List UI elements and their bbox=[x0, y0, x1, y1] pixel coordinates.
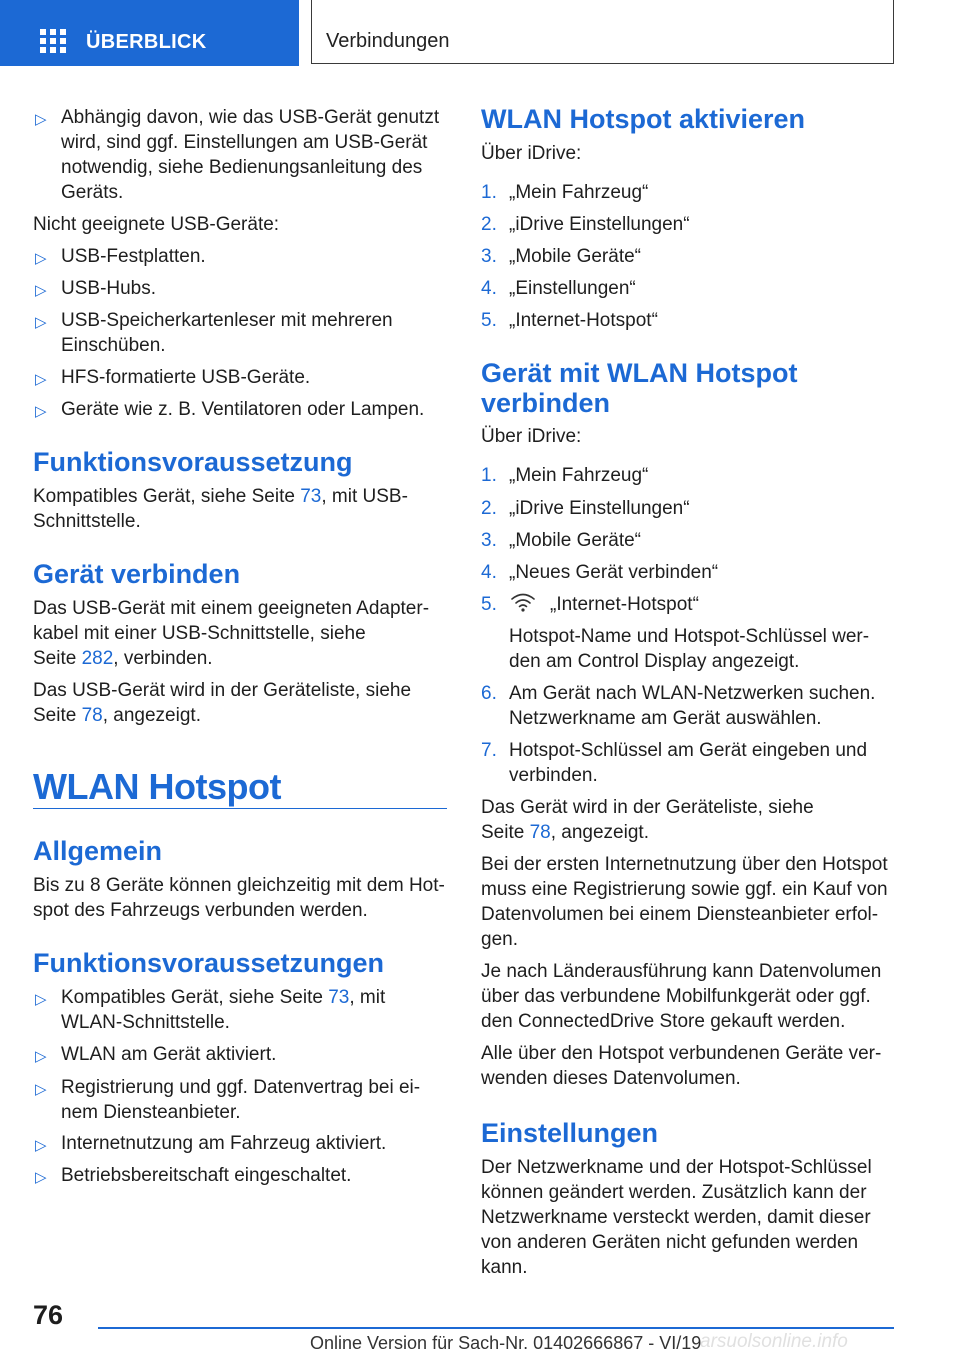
list-item: HFS-formatierte USB-Geräte. bbox=[61, 367, 311, 388]
bullet-icon: ▷ bbox=[35, 111, 47, 128]
watermark: arsuolsonline.info bbox=[700, 1331, 848, 1352]
step-number: 2. bbox=[481, 214, 497, 235]
paragraph: Je nach Länderausführung kann Datenvolumen bbox=[481, 961, 882, 982]
step-text: „Mobile Geräte“ bbox=[509, 246, 641, 267]
paragraph: gen. bbox=[481, 929, 518, 950]
step-note: Hotspot-Name und Hotspot-Schlüssel wer- bbox=[509, 626, 870, 647]
paragraph: den ConnectedDrive Store gekauft werden. bbox=[481, 1011, 846, 1032]
bullet-icon: ▷ bbox=[35, 282, 47, 299]
intro-line-3: notwendig, siehe Bedienungsanleitung des bbox=[61, 157, 423, 178]
paragraph: kabel mit einer USB-Schnittstelle, siehe bbox=[33, 623, 366, 644]
step-text: Am Gerät nach WLAN-Netzwerken suchen. bbox=[509, 683, 876, 704]
paragraph: spot des Fahrzeugs verbunden werden. bbox=[33, 900, 368, 921]
step-number: 1. bbox=[481, 465, 497, 486]
paragraph: Schnittstelle. bbox=[33, 511, 141, 532]
paragraph: Das Gerät wird in der Geräteliste, siehe bbox=[481, 797, 814, 818]
unsuitable-heading: Nicht geeignete USB-Geräte: bbox=[33, 214, 280, 235]
paragraph: über das verbundene Mobilfunkgerät oder ggf. bbox=[481, 986, 871, 1007]
section-heading: Gerät verbinden bbox=[33, 559, 241, 589]
page-link[interactable]: 78 bbox=[81, 705, 103, 726]
step-note: den am Control Display angezeigt. bbox=[509, 651, 800, 672]
list-item: WLAN am Gerät aktiviert. bbox=[61, 1044, 277, 1065]
bullet-icon: ▷ bbox=[35, 403, 47, 420]
list-item: USB-Hubs. bbox=[61, 278, 157, 299]
step-text: „iDrive Einstellungen“ bbox=[509, 498, 690, 519]
paragraph: Kompatibles Gerät, siehe Seite 73, mit USB- bbox=[33, 486, 408, 507]
chapter-heading: WLAN Hotspot bbox=[33, 766, 281, 807]
section-heading: Allgemein bbox=[33, 836, 163, 866]
step-text: „Einstellungen“ bbox=[509, 278, 636, 299]
paragraph: muss eine Registrierung sowie ggf. ein Kauf von bbox=[481, 879, 888, 900]
paragraph: Das USB-Gerät mit einem geeigneten Adapter- bbox=[33, 598, 430, 619]
step-number: 3. bbox=[481, 530, 497, 551]
step-number: 5. bbox=[481, 310, 497, 331]
paragraph: können geändert werden. Zusätzlich kann der bbox=[481, 1182, 867, 1203]
paragraph: Bis zu 8 Geräte können gleichzeitig mit dem Hot- bbox=[33, 875, 445, 896]
top-navigation bbox=[0, 0, 960, 66]
paragraph: Netzwerkname versteckt werden, damit dieser bbox=[481, 1207, 871, 1228]
intro-line-1: Abhängig davon, wie das USB-Gerät genutzt bbox=[61, 107, 440, 128]
list-item: Einschüben. bbox=[61, 335, 166, 356]
bullet-icon: ▷ bbox=[35, 991, 47, 1008]
bullet-icon: ▷ bbox=[35, 1137, 47, 1154]
step-text: Hotspot-Schlüssel am Gerät eingeben und bbox=[509, 740, 868, 761]
step-text: Netzwerkname am Gerät auswählen. bbox=[509, 708, 822, 729]
step-text: „Mein Fahrzeug“ bbox=[509, 182, 649, 203]
step-text: „Mobile Geräte“ bbox=[509, 530, 641, 551]
paragraph: von anderen Geräten nicht gefunden werden bbox=[481, 1232, 859, 1253]
list-item: Betriebsbereitschaft eingeschaltet. bbox=[61, 1165, 352, 1186]
paragraph: Über iDrive: bbox=[481, 426, 582, 447]
paragraph: Seite 78, angezeigt. bbox=[481, 822, 649, 843]
section-heading: Einstellungen bbox=[481, 1118, 659, 1148]
list-item: WLAN-Schnittstelle. bbox=[61, 1012, 230, 1033]
intro-line-4: Geräts. bbox=[61, 182, 124, 203]
bullet-icon: ▷ bbox=[35, 250, 47, 267]
paragraph: Seite 78, angezeigt. bbox=[33, 705, 201, 726]
paragraph: wenden dieses Datenvolumen. bbox=[481, 1068, 741, 1089]
footer-text: Online Version für Sach-Nr. 01402666867 - VI/19 bbox=[310, 1333, 702, 1353]
bullet-icon: ▷ bbox=[35, 371, 47, 388]
list-item: Geräte wie z. B. Ventilatoren oder Lampen. bbox=[61, 399, 425, 420]
section-heading: Gerät mit WLAN Hotspot bbox=[481, 358, 798, 388]
step-number: 2. bbox=[481, 498, 497, 519]
section-tab[interactable] bbox=[311, 0, 894, 64]
page-link[interactable]: 78 bbox=[529, 822, 551, 843]
list-item: USB-Festplatten. bbox=[61, 246, 206, 267]
page-link[interactable]: 73 bbox=[300, 486, 322, 507]
step-number: 4. bbox=[481, 562, 497, 583]
step-text: „Neues Gerät verbinden“ bbox=[509, 562, 719, 583]
page-link[interactable]: 73 bbox=[328, 987, 350, 1008]
paragraph: Alle über den Hotspot verbundenen Geräte ver- bbox=[481, 1043, 882, 1064]
step-text: „Internet-Hotspot“ bbox=[550, 594, 699, 615]
bullet-icon: ▷ bbox=[35, 314, 47, 331]
chapter-rule bbox=[33, 808, 447, 809]
overview-tab-label: ÜBERBLICK bbox=[86, 31, 207, 53]
step-text: „Internet-Hotspot“ bbox=[509, 310, 658, 331]
paragraph: Der Netzwerkname und der Hotspot-Schlüssel bbox=[481, 1157, 872, 1178]
section-heading: Funktionsvoraussetzung bbox=[33, 447, 353, 477]
step-number: 4. bbox=[481, 278, 497, 299]
section-heading: verbinden bbox=[481, 388, 611, 418]
step-text: „iDrive Einstellungen“ bbox=[509, 214, 690, 235]
section-heading: Funktionsvoraussetzungen bbox=[33, 948, 385, 978]
overview-tab[interactable] bbox=[0, 0, 299, 66]
list-item: nem Diensteanbieter. bbox=[61, 1102, 241, 1123]
section-tab-label: Verbindungen bbox=[326, 30, 450, 52]
page-link[interactable]: 282 bbox=[81, 648, 114, 669]
list-item: Kompatibles Gerät, siehe Seite 73, mit bbox=[61, 987, 386, 1008]
bullet-icon: ▷ bbox=[35, 1081, 47, 1098]
step-text: verbinden. bbox=[509, 765, 598, 786]
step-number: 3. bbox=[481, 246, 497, 267]
bullet-icon: ▷ bbox=[35, 1169, 47, 1186]
paragraph: Seite 282, verbinden. bbox=[33, 648, 213, 669]
step-number: 1. bbox=[481, 182, 497, 203]
paragraph: kann. bbox=[481, 1257, 528, 1278]
intro-line-2: wird, sind ggf. Einstellungen am USB-Gerät bbox=[61, 132, 428, 153]
paragraph: Über iDrive: bbox=[481, 143, 582, 164]
list-item: Internetnutzung am Fahrzeug aktiviert. bbox=[61, 1133, 387, 1154]
step-number: 7. bbox=[481, 740, 497, 761]
step-text: „Mein Fahrzeug“ bbox=[509, 465, 649, 486]
grid-icon bbox=[40, 29, 66, 53]
paragraph: Bei der ersten Internetnutzung über den Hotspot bbox=[481, 854, 888, 875]
step-number: 5. bbox=[481, 594, 497, 615]
step-number: 6. bbox=[481, 683, 497, 704]
section-heading: WLAN Hotspot aktivieren bbox=[481, 104, 806, 134]
page-number: 76 bbox=[33, 1300, 64, 1330]
list-item: USB-Speicherkartenleser mit mehreren bbox=[61, 310, 393, 331]
bullet-icon: ▷ bbox=[35, 1048, 47, 1065]
wifi-icon bbox=[510, 591, 536, 613]
paragraph: Datenvolumen bei einem Diensteanbieter erfol- bbox=[481, 904, 879, 925]
paragraph: Das USB-Gerät wird in der Geräteliste, siehe bbox=[33, 680, 412, 701]
list-item: Registrierung und ggf. Datenvertrag bei ei- bbox=[61, 1077, 421, 1098]
footer-rule bbox=[98, 1327, 894, 1329]
